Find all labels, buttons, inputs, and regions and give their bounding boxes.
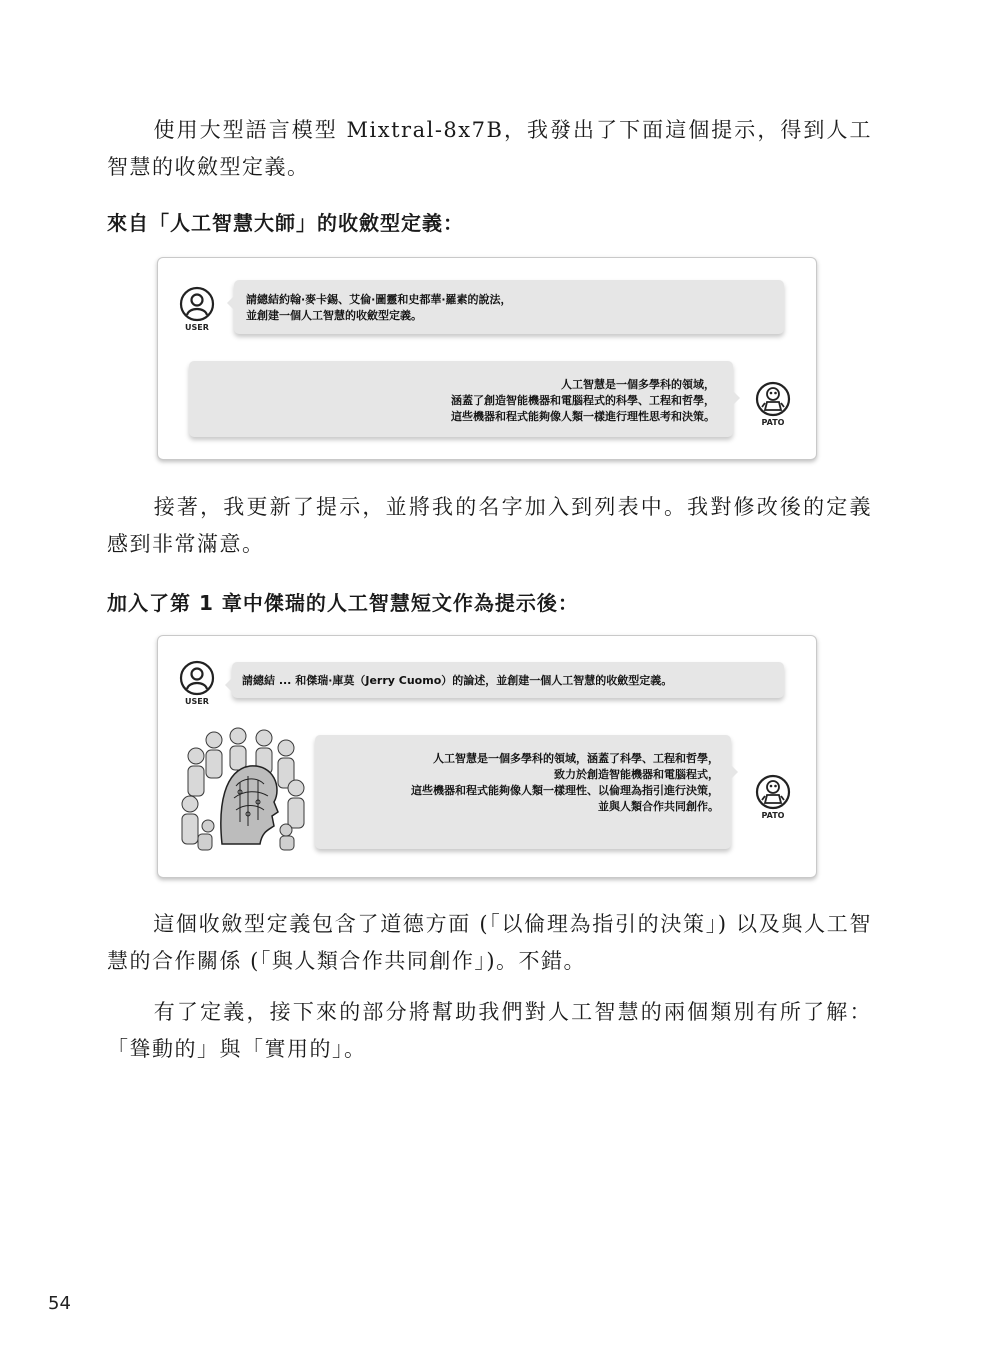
chat-screenshot-2 [157, 635, 817, 878]
bot-message-bubble [315, 735, 731, 849]
robot-icon [755, 774, 791, 810]
user-icon [179, 660, 215, 696]
bot-label: PATO [761, 811, 785, 820]
bot-avatar [753, 774, 793, 820]
section-heading-jerry-prompt: 加入了第 1 章中傑瑞的人工智慧短文作為提示後： [107, 591, 579, 615]
bot-avatar [753, 381, 793, 427]
user-message-line: 請總結約翰·麥卡錫、艾倫·圖靈和史都華·羅素的說法， [246, 293, 512, 306]
bot-message-line: 並與人類合作共同創作。 [598, 800, 719, 813]
robot-icon [755, 381, 791, 417]
bot-message-line: 致力於創造智能機器和電腦程式， [554, 768, 719, 781]
paragraph-update: 接著，我更新了提示，並將我的名字加入到列表中。我對修改後的定義感到非常滿意。 [107, 495, 872, 556]
bot-message-bubble [189, 361, 733, 437]
user-message-bubble [232, 662, 784, 698]
user-icon [179, 286, 215, 322]
bot-message-line: 這些機器和程式能夠像人類一樣進行理性思考和決策。 [451, 410, 715, 423]
section-heading-guru-definition: 來自「人工智慧大師」的收斂型定義： [107, 211, 464, 235]
page-number: 54 [48, 1293, 71, 1314]
bot-message-line: 這些機器和程式能夠像人類一樣理性、以倫理為指引進行決策， [411, 784, 719, 797]
user-label: USER [185, 323, 209, 332]
user-avatar [177, 286, 217, 332]
chat-screenshot-1 [157, 257, 817, 460]
paragraph-intro: 使用大型語言模型 Mixtral-8x7B，我發出了下面這個提示，得到人工智慧的收斂型定義。 [107, 118, 872, 179]
bot-message-line: 涵蓋了創造智能機器和電腦程式的科學、工程和哲學， [451, 394, 715, 407]
paragraph-ethics-note: 這個收斂型定義包含了道德方面 (「以倫理為指引的決策」) 以及與人工智慧的合作關係 (「與人類合作共同創作」)。不錯。 [107, 912, 872, 973]
bot-label: PATO [761, 418, 785, 427]
bot-message-line: 人工智慧是一個多學科的領域，涵蓋了科學、工程和哲學， [433, 752, 719, 765]
user-avatar [177, 660, 217, 706]
robots-and-humans-illustration [178, 726, 308, 852]
user-message-bubble [234, 280, 784, 334]
user-label: USER [185, 697, 209, 706]
user-message-line: 請總結 ... 和傑瑞·庫莫（Jerry Cuomo）的論述，並創建一個人工智慧的收斂型定義。 [242, 674, 673, 687]
bot-message-line: 人工智慧是一個多學科的領域， [561, 378, 715, 391]
user-message-line: 並創建一個人工智慧的收斂型定義。 [246, 309, 422, 322]
paragraph-next-section: 有了定義，接下來的部分將幫助我們對人工智慧的兩個類別有所了解：「聳動的」與「實用的」。 [107, 1000, 872, 1061]
